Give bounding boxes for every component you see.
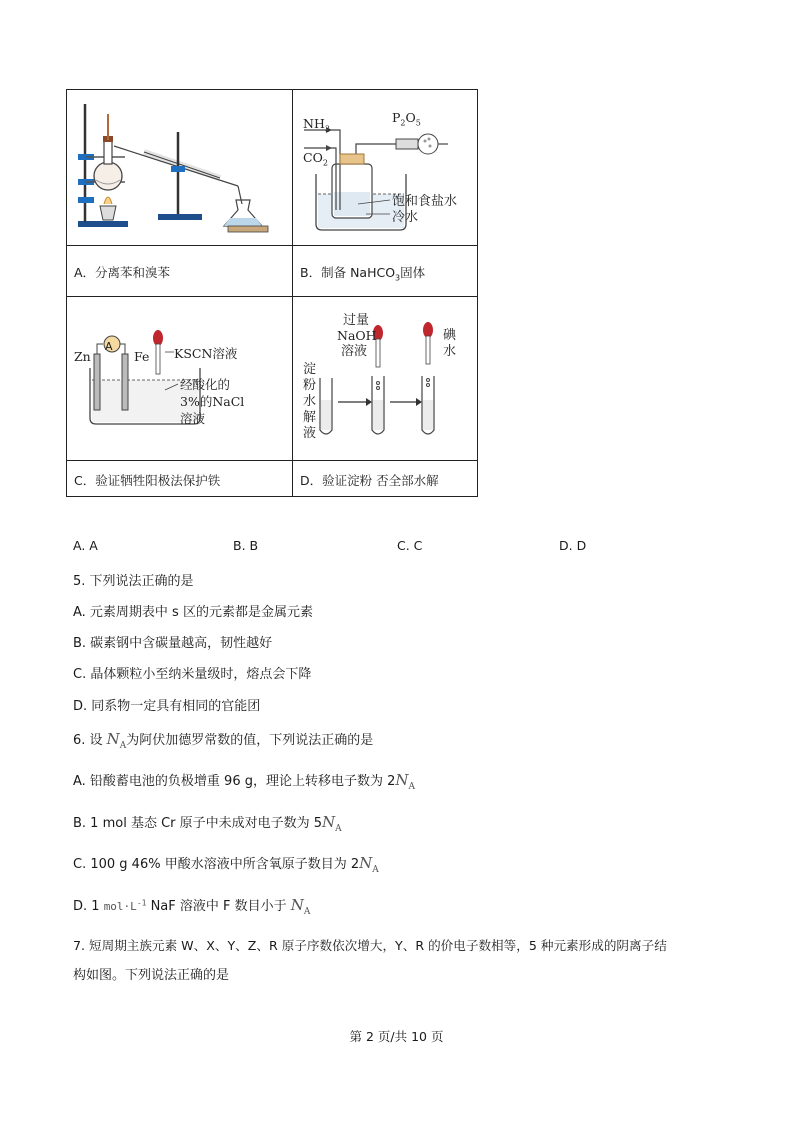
q6-stem: 6. 设 $N_A$为阿伏加德罗常数的值，下列说法正确的是 (73, 730, 374, 751)
table-divider-row3 (66, 460, 477, 461)
q7-line-1: 7. 短周期主族元素 W、X、Y、Z、R 原子序数依次增大，Y、R 的价电子数相等，5 种元素形成的阴离子结 (73, 938, 667, 953)
label-naoh-1: 过量 (343, 313, 370, 328)
page-footer: 第 2 页/共 10 页 (349, 1029, 444, 1044)
cell-b-caption: B．制备 NaHCO$_3$固体 (300, 265, 426, 283)
table-divider-vertical (292, 89, 293, 497)
na-symbol: $N_A$ (395, 771, 416, 792)
q5-option-d[interactable]: D. 同系物一定具有相同的官能团 (73, 699, 261, 714)
label-kscn: KSCN溶液 (174, 346, 238, 361)
label-starch-3: 水 (303, 394, 317, 409)
q5-option-c[interactable]: C. 晶体颗粒小至纳米量级时，熔点会下降 (73, 667, 312, 682)
label-co2: $CO_2$ (303, 150, 328, 168)
q5-option-b[interactable]: B. 碳素钢中含碳量越高，韧性越好 (73, 636, 273, 651)
label-starch-4: 解 (303, 410, 317, 425)
q6-option-b[interactable]: B. 1 mol 基态 Cr 原子中未成对电子数为 $5N_A$ (73, 813, 342, 834)
q6-option-d[interactable]: D. 1 $mol\cdot L^{-1}$ NaF 溶液中 F 数目小于 $N_A$ (73, 896, 311, 917)
table-divider-row2 (66, 296, 477, 297)
label-solution-2: 3%的NaCl (180, 394, 245, 409)
label-solution-3: 溶液 (180, 411, 206, 426)
q5-stem: 5. 下列说法正确的是 (73, 574, 194, 589)
label-fe: Fe (134, 349, 150, 364)
cell-c-caption: C．验证牺牲阳极法保护铁 (74, 473, 221, 488)
na-symbol: $N_A$ (359, 854, 379, 875)
option-c[interactable]: C. C (397, 538, 423, 553)
q5-option-a[interactable]: A. 元素周期表中 s 区的元素都是金属元素 (73, 605, 313, 620)
q6-option-c[interactable]: C. 100 g 46% 甲酸水溶液中所含氧原子数目为 $2N_A$ (73, 854, 379, 875)
label-naoh-2: NaOH (337, 328, 377, 343)
label-nh3: $NH_3$ (303, 116, 330, 134)
na-symbol: $N_A$ (290, 896, 311, 917)
q6-option-a[interactable]: A. 铅酸蓄电池的负极增重 96 g，理论上转移电子数为 $2N_A$ (73, 771, 416, 792)
na-symbol: $N_A$ (322, 813, 342, 834)
option-d[interactable]: D. D (559, 538, 587, 553)
label-starch-1: 淀 (303, 362, 317, 377)
label-p2o5: $P_2O_5$ (392, 110, 421, 128)
cell-d-caption: D．验证淀粉 否全部水解 (300, 473, 439, 488)
label-zn: Zn (74, 349, 91, 364)
label-brine: 饱和食盐水 (392, 194, 458, 209)
q7-line-2: 构如图。下列说法正确的是 (73, 968, 230, 983)
label-solution-1: 经酸化的 (180, 377, 231, 392)
distillation-apparatus-figure (70, 94, 290, 242)
starch-hydrolysis-figure (296, 300, 474, 458)
cell-a-caption: A．分离苯和溴苯 (74, 265, 171, 280)
label-cold-water: 冷水 (392, 210, 419, 225)
label-starch-2: 粉 (303, 378, 317, 393)
option-b[interactable]: B. B (233, 538, 259, 553)
label-starch-5: 液 (303, 426, 317, 441)
label-ammeter: A (105, 340, 113, 353)
na-symbol: $N_A$ (106, 730, 127, 751)
label-iodine-2: 水 (443, 344, 457, 359)
table-divider-row1 (66, 245, 477, 246)
option-a[interactable]: A. A (73, 538, 98, 553)
unit-mol-per-l: $mol\cdot L^{-1}$ (103, 898, 147, 913)
label-iodine-1: 碘 (443, 328, 457, 343)
label-naoh-3: 溶液 (341, 344, 368, 359)
